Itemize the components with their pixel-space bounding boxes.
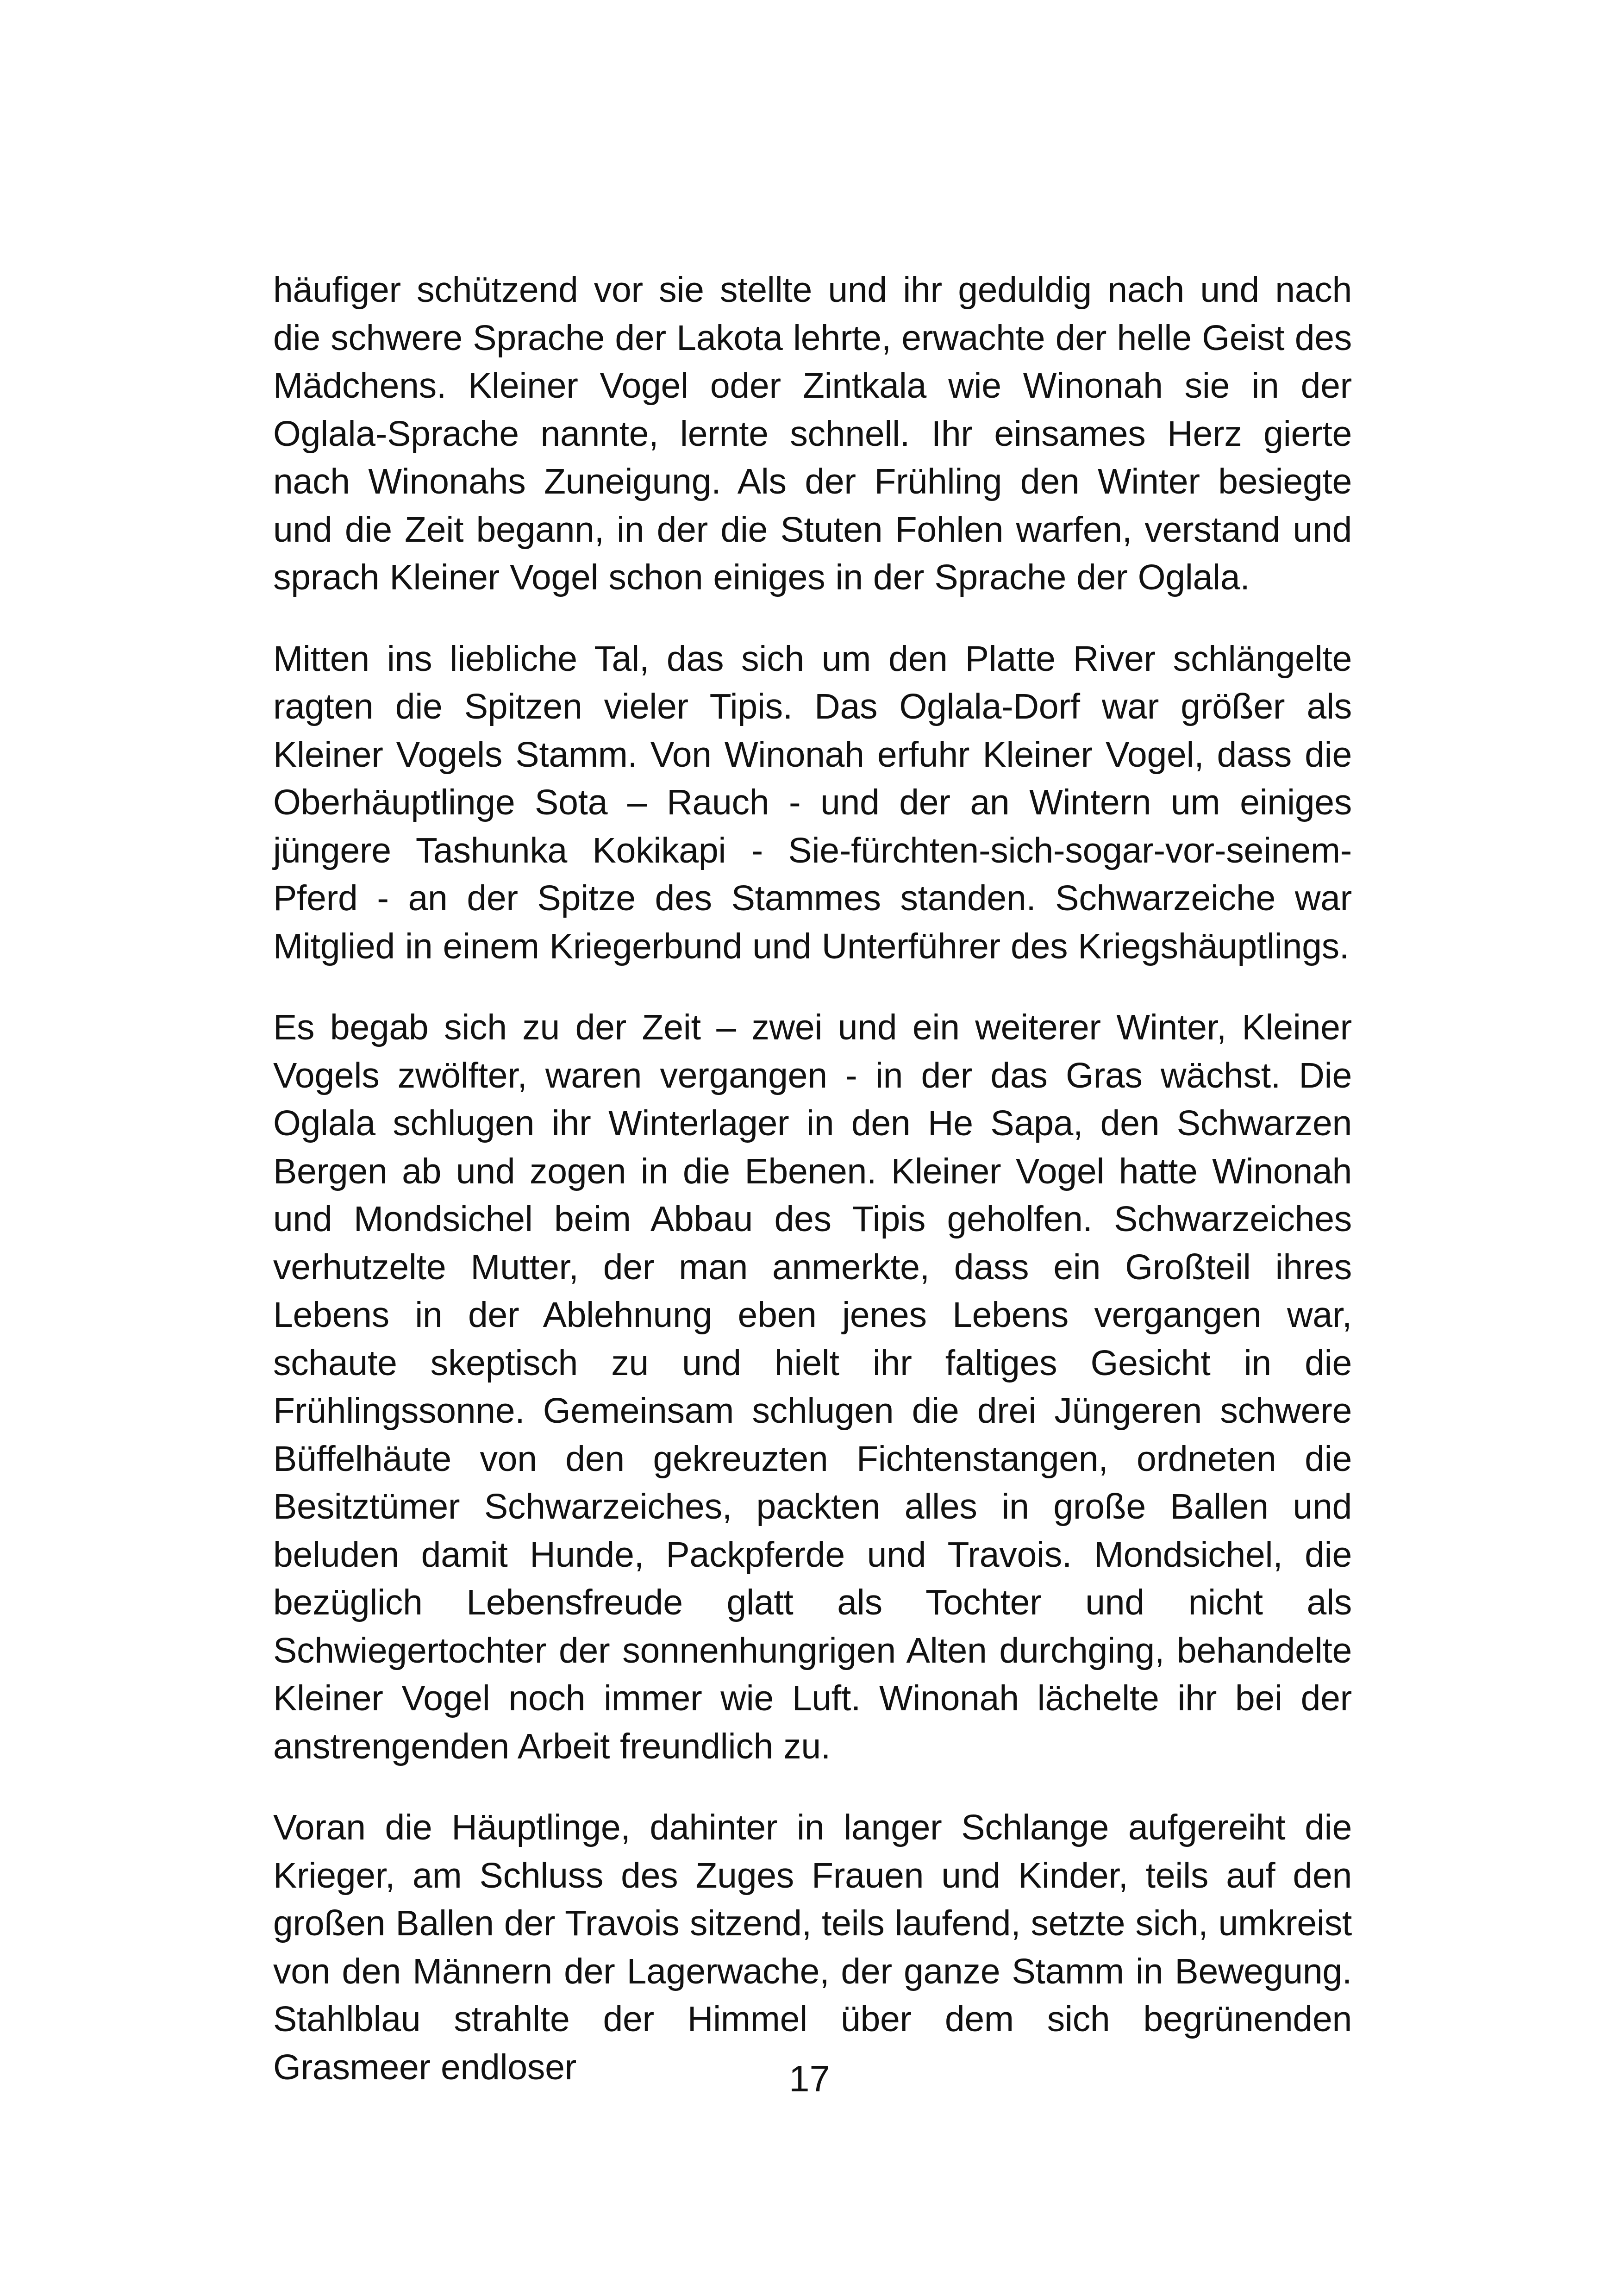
paragraph-2: Mitten ins liebliche Tal, das sich um den Platte River schlängelte ragten die Spitzen vieler Tipis. Das Oglala-Dorf war größer als Kleiner Vogels Stamm. Von Winonah erfuhr Kleiner Vogel, dass die Oberhäuptlinge Sota – Rauch - und der an Wintern um einiges jüngere Tashunka Kokikapi - Sie-fürchten-sich-sogar-vor-seinem-Pferd - an der Spitze des Stammes standen. Schwarzeiche war Mitglied in einem Kriegerbund und Unterführer des Kriegshäuptlings.: [273, 638, 1352, 966]
body-text: [273, 266, 1352, 2091]
paragraph-1: häufiger schützend vor sie stellte und ihr geduldig nach und nach die schwere Sprache der Lakota lehrte, erwachte der helle Geist des Mädchens. Kleiner Vogel oder Zintkala wie Winonah sie in der Oglala-Sprache nannte, lernte schnell. Ihr einsames Herz gierte nach Winonahs Zuneigung. Als der Frühling den Winter besiegte und die Zeit begann, in der die Stuten Fohlen warfen, verstand und sprach Kleiner Vogel schon einiges in der Sprache der Oglala.: [273, 270, 1352, 597]
page-number: 17: [789, 2058, 830, 2099]
paragraph-3: Es begab sich zu der Zeit – zwei und ein weiterer Winter, Kleiner Vogels zwölfter, waren vergangen - in der das Gras wächst. Die Oglala schlugen ihr Winterlager in den He Sapa, den Schwarzen Bergen ab und zogen in die Ebenen. Kleiner Vogel hatte Winonah und Mondsichel beim Abbau des Tipis geholfen. Schwarzeiches verhutzelte Mutter, der man anmerkte, dass ein Großteil ihres Lebens in der Ablehnung eben jenes Lebens vergangen war, schaute skeptisch zu und hielt ihr faltiges Gesicht in die Frühlingssonne. Gemeinsam schlugen die drei Jüngeren schwere Büffelhäute von den gekreuzten Fichtenstangen, ordneten die Besitztümer Schwarzeiches, packten alles in große Ballen und beluden damit Hunde, Packpferde und Travois. Mondsichel, die bezüglich Lebensfreude glatt als Tochter und nicht als Schwiegertochter der sonnenhungrigen Alten durchging, behandelte Kleiner Vogel noch immer wie Luft. Winonah lächelte ihr bei der anstrengenden Arbeit freundlich zu.: [273, 1007, 1352, 1766]
paragraph-4: Voran die Häuptlinge, dahinter in langer Schlange aufgereiht die Krieger, am Schluss des Zuges Frauen und Kinder, teils auf den großen Ballen der Travois sitzend, teils laufend, setzte sich, umkreist von den Männern der Lagerwache, der ganze Stamm in Bewegung. Stahlblau strahlte der Himmel über dem sich begrünenden Grasmeer endloser: [273, 1808, 1352, 2087]
